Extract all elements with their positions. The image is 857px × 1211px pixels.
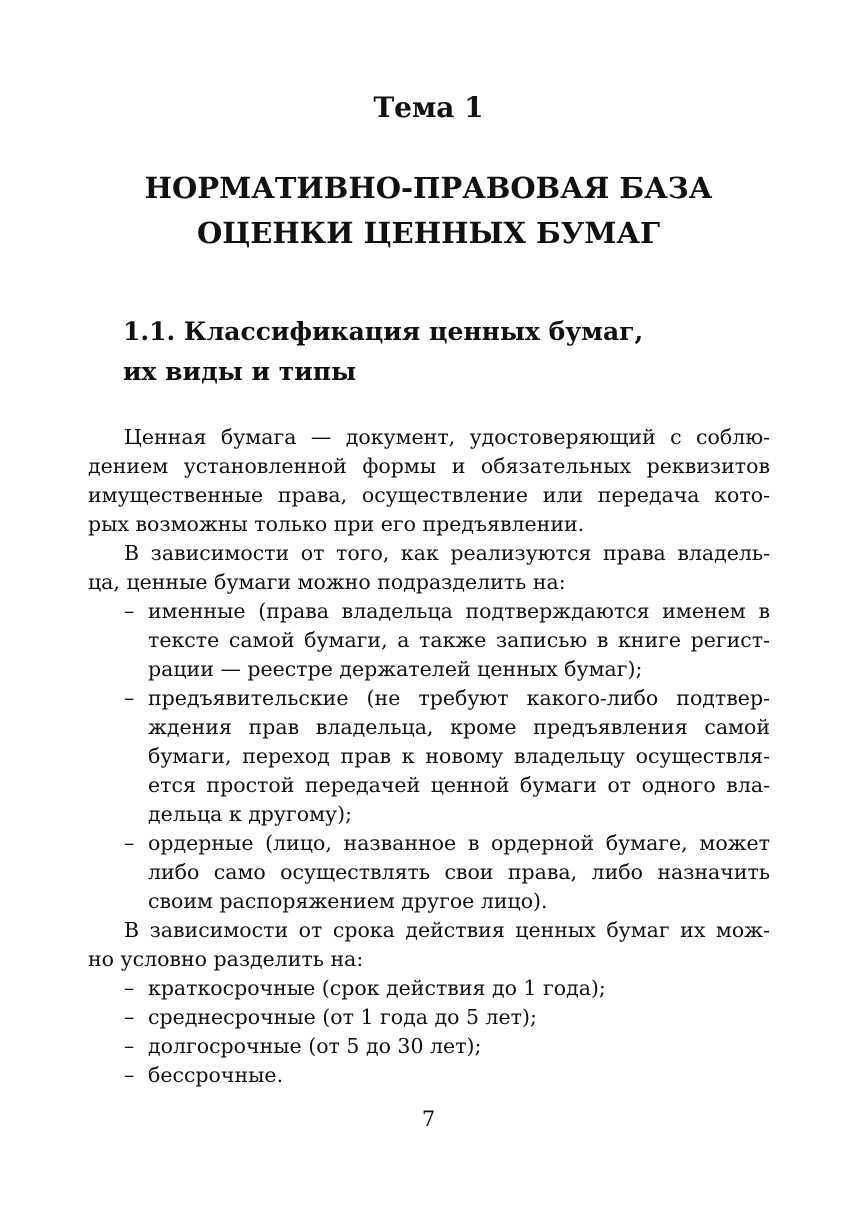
list-item-line: дельца к другому); [148, 802, 352, 826]
chapter-title-line: НОРМАТИВНО-ПРАВОВАЯ БАЗА [144, 171, 713, 205]
chapter-title-line: ОЦЕНКИ ЦЕННЫХ БУМАГ [196, 216, 661, 250]
list-item-text: предъявительские (не требуют какого-либо подтвер- [148, 686, 770, 710]
paragraph-line: дением установленной формы и обязательных реквизитов [88, 454, 770, 478]
body-text [88, 423, 770, 1090]
list-item [88, 1003, 770, 1032]
list-item [88, 1032, 770, 1061]
paragraph-line: ца, ценные бумаги можно подразделить на: [88, 570, 566, 594]
list-item-text: краткосрочные (срок действия до 1 года); [148, 976, 606, 1000]
list-item-text: ордерные (лицо, названное в ордерной бумаге, может [148, 831, 770, 855]
chapter-title [60, 166, 797, 256]
section-title-line: 1.1. Классификация ценных бумаг, [123, 317, 644, 346]
list-dash: – [124, 1034, 135, 1058]
list-item-line: либо само осуществлять свои права, либо назначить [148, 860, 770, 884]
list-item-text: долгосрочные (от 5 до 30 лет); [148, 1034, 482, 1058]
list-dash: – [124, 976, 135, 1000]
list-item-text: бессрочные. [148, 1063, 284, 1087]
list-dash: – [124, 1005, 135, 1029]
paragraph-line: В зависимости от того, как реализуются права владель- [124, 541, 770, 565]
list-item-text: среднесрочные (от 1 года до 5 лет); [148, 1005, 537, 1029]
list-item [88, 597, 770, 626]
paragraph-line: имущественные права, осуществление или передача кото- [88, 483, 770, 507]
list-item-text: именные (права владельца подтверждаются именем в [148, 599, 770, 623]
theme-label: Тема 1 [373, 91, 484, 124]
section-title-line: их виды и типы [123, 357, 357, 386]
list-dash: – [124, 599, 135, 623]
list-dash: – [124, 831, 135, 855]
list-item [88, 974, 770, 1003]
list-item-line: тексте самой бумаги, а также записью в книге регист- [148, 628, 770, 652]
paragraph-line: рых возможны только при его предъявлении. [88, 512, 585, 536]
section-title [123, 312, 783, 392]
paragraph-line: В зависимости от срока действия ценных бумаг их мож- [124, 918, 770, 942]
list-item-line: бумаги, переход прав к новому владельцу осуществля- [148, 744, 770, 768]
list-dash: – [124, 686, 135, 710]
list-dash: – [124, 1063, 135, 1087]
paragraph-line: Ценная бумага — документ, удостоверяющий с соблю- [124, 425, 770, 449]
list-item-line: ется простой передачей ценной бумаги от одного вла- [148, 773, 770, 797]
list-item-line: ждения прав владельца, кроме предъявления самой [148, 715, 770, 739]
list-item-line: своим распоряжением другое лицо). [148, 889, 548, 913]
list-item [88, 1061, 770, 1090]
list-item [88, 684, 770, 713]
list-item [88, 829, 770, 858]
list-item-line: рации — реестре держателей ценных бумаг); [148, 657, 643, 681]
page-number: 7 [421, 1107, 436, 1131]
paragraph-line: но условно разделить на: [88, 947, 364, 971]
